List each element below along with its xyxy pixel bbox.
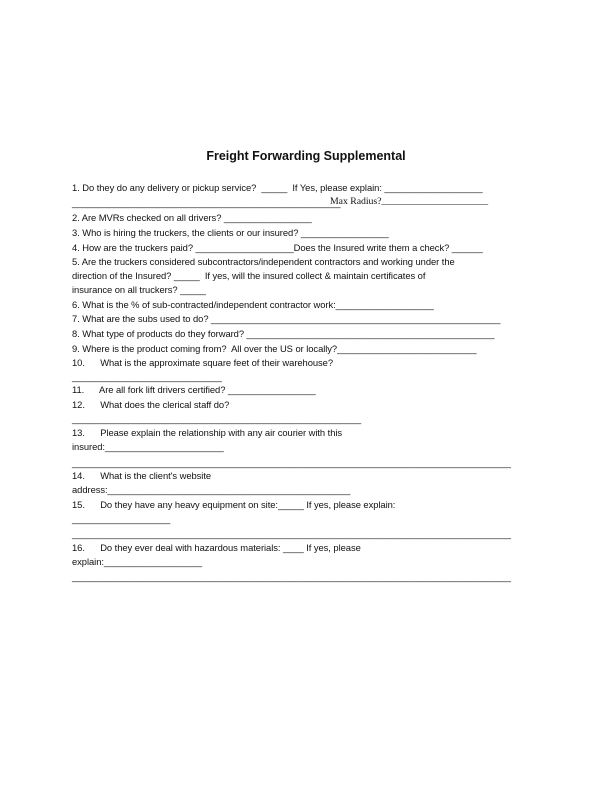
question-16-answer-line: _____________________________________________________________________________________ [72, 571, 511, 582]
question-16-line-1: 16. Do they ever deal with hazardous materials: ____ If yes, please [72, 542, 361, 553]
document-title: Freight Forwarding Supplemental [206, 149, 406, 163]
question-1-line-2: ____________________________________________________ [72, 197, 341, 208]
question-13-line-1: 13. Please explain the relationship with any air courier with this [72, 427, 343, 438]
question-11: 11. Are all fork lift drivers certified? _________________ [72, 384, 316, 395]
question-2: 2. Are MVRs checked on all drivers? _________________ [72, 212, 312, 223]
question-9: 9. Where is the product coming from? All over the US or locally?___________________________ [72, 343, 477, 354]
question-16-line-2: explain:___________________ [72, 556, 203, 567]
question-3: 3. Who is hiring the truckers, the clients or our insured? _________________ [72, 227, 389, 238]
question-5-line-3: insurance on all truckers? _____ [72, 284, 206, 295]
question-14-line-2: address:_______________________________________________ [72, 484, 351, 495]
question-15-answer-line-1: ___________________ [72, 513, 171, 524]
question-8: 8. What type of products do they forward? ________________________________________________ [72, 328, 495, 339]
question-15-answer-line-2: _____________________________________________________________________________________ [72, 528, 511, 539]
question-10: 10. What is the approximate square feet of their warehouse? [72, 357, 334, 368]
question-1-line-1: 1. Do they do any delivery or pickup service? _____ If Yes, please explain: ___________________ [72, 182, 483, 193]
question-14-line-1: 14. What is the client's website [72, 470, 212, 481]
question-4: 4. How are the truckers paid? ___________________Does the Insured write them a check? ______ [72, 242, 483, 253]
question-12: 12. What does the clerical staff do? [72, 399, 230, 410]
question-10-answer-line: _____________________________ [72, 371, 222, 382]
question-13-answer-line: _____________________________________________________________________________________ [72, 457, 511, 468]
question-7: 7. What are the subs used to do? ________________________________________________________ [72, 313, 501, 324]
question-5-line-1: 5. Are the truckers considered subcontractors/independent contractors and working under the [72, 256, 455, 267]
question-6: 6. What is the % of sub-contracted/independent contractor work:___________________ [72, 299, 434, 310]
question-12-answer-line: ________________________________________________________ [72, 413, 362, 424]
question-5-line-2: direction of the Insured? _____ If yes, will the insured collect & maintain certificates of [72, 270, 426, 281]
question-13-line-2: insured:_______________________ [72, 441, 224, 452]
max-radius-field: Max Radius?______________________ [330, 196, 489, 207]
question-15: 15. Do they have any heavy equipment on site:_____ If yes, please explain: [72, 499, 396, 510]
